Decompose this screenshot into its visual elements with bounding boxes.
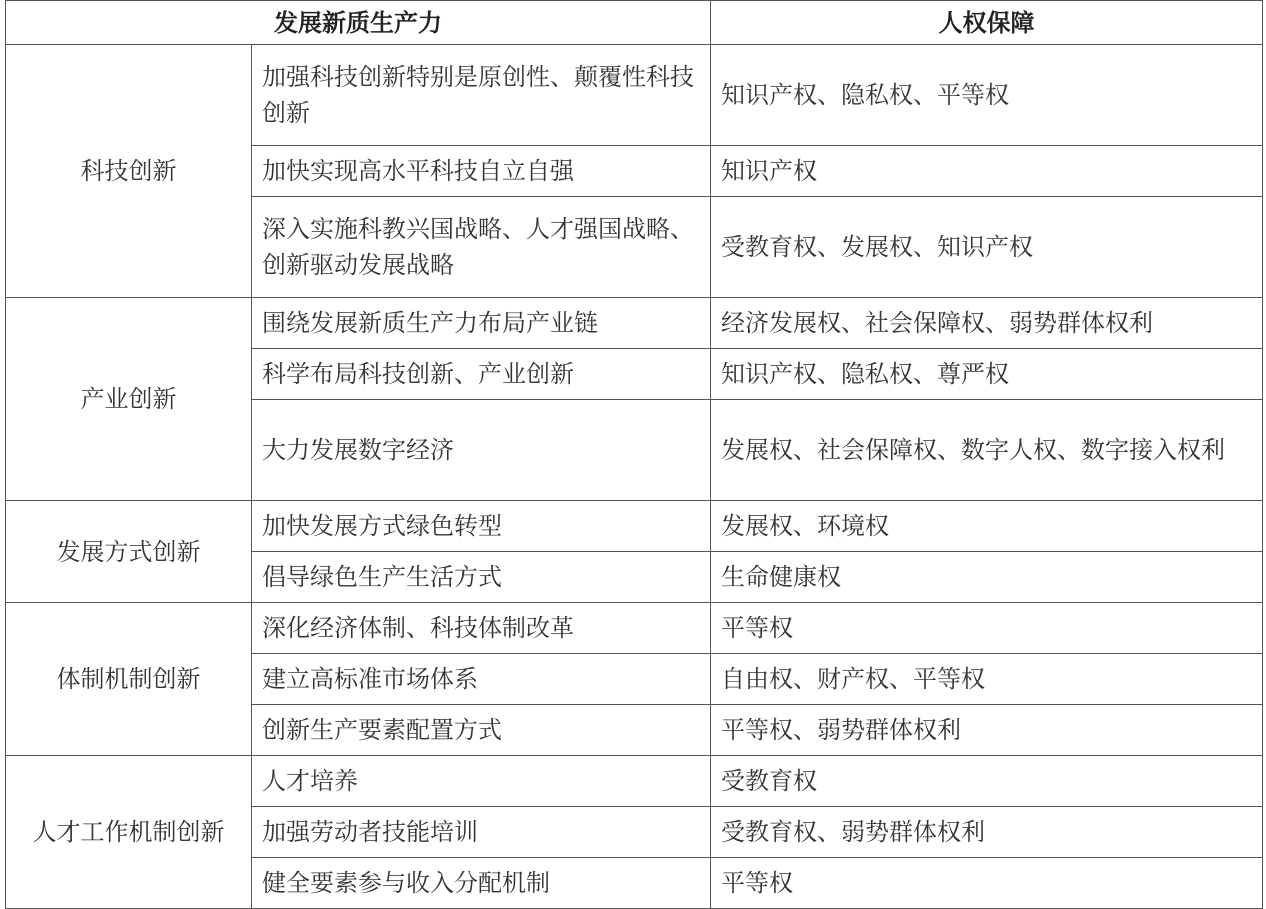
table-row: [6, 501, 1263, 552]
table-row: [6, 756, 1263, 807]
measure-cell: 创新生产要素配置方式: [252, 705, 711, 756]
measure-cell: 科学布局科技创新、产业创新: [252, 349, 711, 400]
category-cell: 产业创新: [6, 298, 252, 501]
innovation-rights-table: [5, 0, 1263, 909]
measure-cell: 人才培养: [252, 756, 711, 807]
measure-cell: 加强科技创新特别是原创性、颠覆性科技创新: [252, 45, 711, 146]
header-human-rights: 人权保障: [711, 1, 1263, 45]
measure-cell: 健全要素参与收入分配机制: [252, 858, 711, 909]
measure-cell: 深入实施科教兴国战略、人才强国战略、创新驱动发展战略: [252, 197, 711, 298]
rights-cell: 发展权、社会保障权、数字人权、数字接入权利: [711, 400, 1263, 501]
measure-cell: 加快发展方式绿色转型: [252, 501, 711, 552]
header-row: [6, 1, 1263, 45]
rights-cell: 受教育权、发展权、知识产权: [711, 197, 1263, 298]
rights-cell: 受教育权: [711, 756, 1263, 807]
rights-cell: 发展权、环境权: [711, 501, 1263, 552]
measure-cell: 深化经济体制、科技体制改革: [252, 603, 711, 654]
table-row: [6, 45, 1263, 146]
rights-cell: 知识产权: [711, 146, 1263, 197]
rights-cell: 自由权、财产权、平等权: [711, 654, 1263, 705]
category-cell: 发展方式创新: [6, 501, 252, 603]
rights-cell: 经济发展权、社会保障权、弱势群体权利: [711, 298, 1263, 349]
measure-cell: 大力发展数字经济: [252, 400, 711, 501]
category-cell: 科技创新: [6, 45, 252, 298]
header-productivity: 发展新质生产力: [6, 1, 711, 45]
rights-cell: 平等权: [711, 603, 1263, 654]
category-cell: 人才工作机制创新: [6, 756, 252, 909]
rights-cell: 平等权: [711, 858, 1263, 909]
rights-cell: 知识产权、隐私权、尊严权: [711, 349, 1263, 400]
measure-cell: 倡导绿色生产生活方式: [252, 552, 711, 603]
measure-cell: 加快实现高水平科技自立自强: [252, 146, 711, 197]
rights-cell: 平等权、弱势群体权利: [711, 705, 1263, 756]
measure-cell: 建立高标准市场体系: [252, 654, 711, 705]
rights-cell: 生命健康权: [711, 552, 1263, 603]
rights-cell: 知识产权、隐私权、平等权: [711, 45, 1263, 146]
rights-cell: 受教育权、弱势群体权利: [711, 807, 1263, 858]
table-row: [6, 298, 1263, 349]
table-row: [6, 603, 1263, 654]
category-cell: 体制机制创新: [6, 603, 252, 756]
measure-cell: 围绕发展新质生产力布局产业链: [252, 298, 711, 349]
measure-cell: 加强劳动者技能培训: [252, 807, 711, 858]
